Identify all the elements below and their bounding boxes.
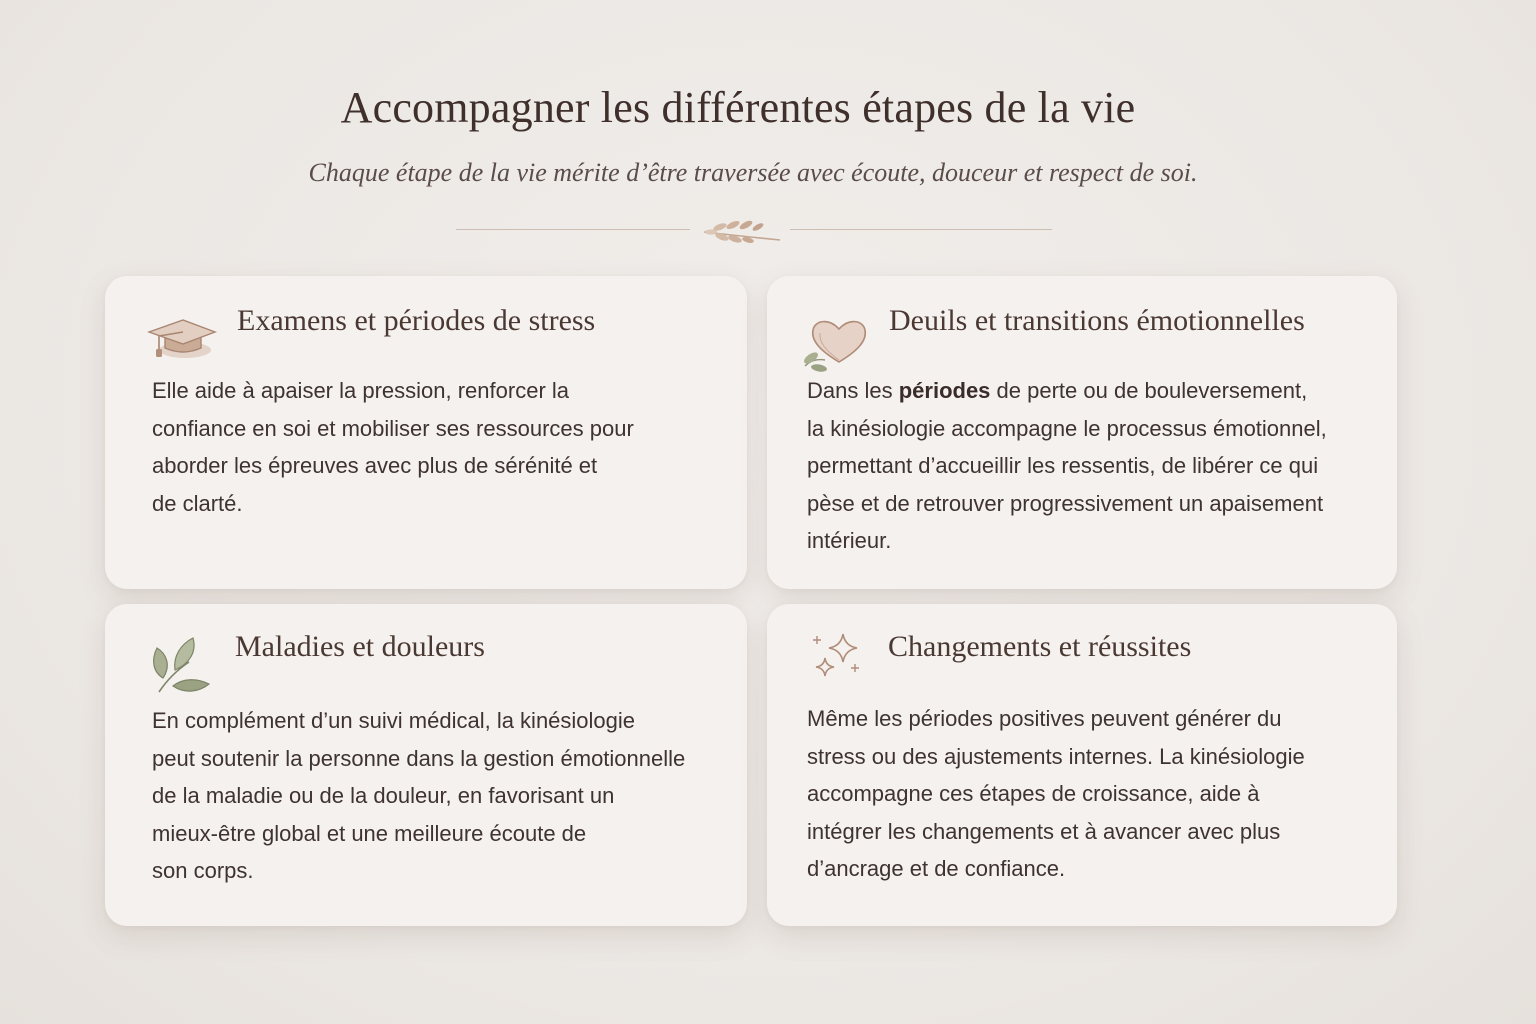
ornamental-divider (456, 208, 1056, 248)
card-changes-success (767, 604, 1397, 926)
card-title: Changements et réussites (888, 630, 1192, 663)
heart-leaf-icon (799, 312, 871, 374)
text-line: de la maladie ou de la douleur, en favorisant un (152, 783, 615, 808)
bold-word: périodes (898, 378, 991, 403)
card-description (152, 372, 722, 522)
card-description (807, 372, 1387, 560)
text-line (807, 372, 1387, 410)
text-line: intérieur. (807, 528, 892, 553)
card-title: Deuils et transitions émotionnelles (889, 304, 1305, 337)
text-line: intégrer les changements et à avancer avec plus (807, 818, 1281, 844)
text-line: stress ou des ajustements internes. La kinésiologie (807, 743, 1305, 769)
card-exams-stress (105, 276, 747, 589)
text-fragment: Dans les (807, 378, 899, 403)
graduation-cap-icon (147, 316, 217, 362)
card-title: Examens et périodes de stress (237, 304, 596, 337)
text-line: En complément d’un suivi médical, la kinésiologie (152, 708, 636, 733)
text-line: pèse et de retrouver progressivement un apaisement (807, 490, 1324, 516)
text-line: la kinésiologie accompagne le processus émotionnel, (807, 415, 1327, 441)
sparkles-icon (809, 630, 865, 686)
text-line: permettant d’accueillir les ressentis, de libérer ce qui (807, 453, 1319, 478)
card-description (152, 702, 737, 890)
text-line: peut soutenir la personne dans la gestion émotionnelle (152, 745, 686, 771)
text-line: de clarté. (152, 490, 243, 516)
card-title: Maladies et douleurs (235, 630, 485, 663)
text-fragment: de perte ou de bouleversement, (990, 378, 1308, 403)
text-line: accompagne ces étapes de croissance, aide à (807, 781, 1260, 806)
leaves-icon (149, 634, 213, 696)
text-line: Même les périodes positives peuvent générer du (807, 706, 1282, 731)
divider-line-right (790, 229, 1052, 230)
card-grief-transitions (767, 276, 1397, 589)
card-description (807, 700, 1382, 888)
page-subtitle: Chaque étape de la vie mérite d’être traversée avec écoute, douceur et respect de soi. (308, 158, 1198, 187)
text-line: son corps. (152, 858, 254, 883)
wheat-sprig-icon (700, 210, 784, 246)
text-line: mieux-être global et une meilleure écoute de (152, 820, 587, 846)
text-line: d’ancrage et de confiance. (807, 856, 1066, 881)
text-line: aborder les épreuves avec plus de sérénité et (152, 453, 598, 478)
text-line: Elle aide à apaiser la pression, renforcer la (152, 378, 570, 403)
card-illness-pain (105, 604, 747, 926)
page-title: Accompagner les différentes étapes de la vie (340, 83, 1136, 132)
text-line: confiance en soi et mobiliser ses ressources pour (152, 415, 634, 441)
divider-line-left (456, 229, 690, 230)
